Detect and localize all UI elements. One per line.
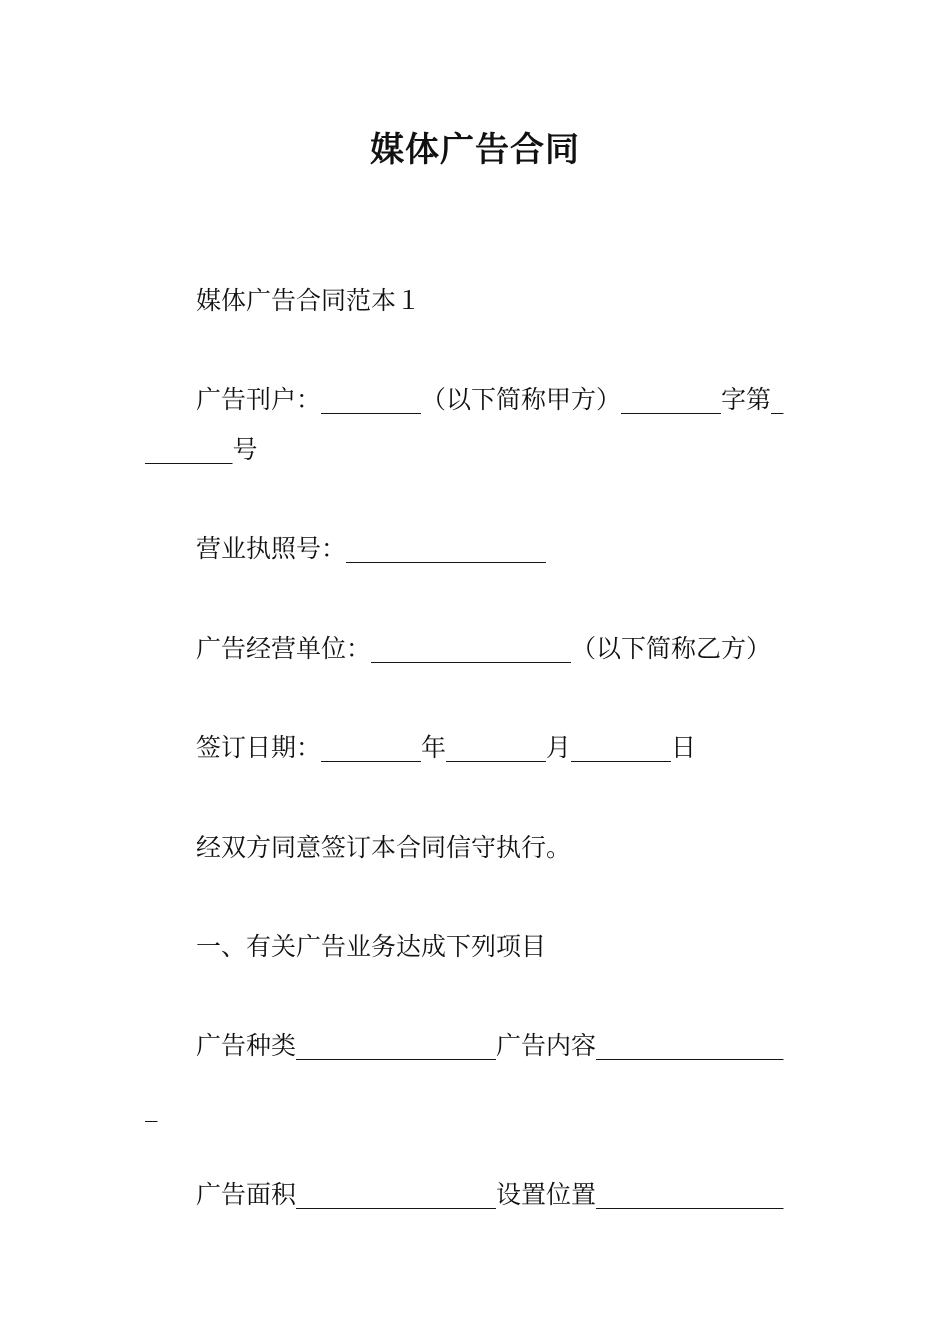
advertiser-line-continuation: _______号 (145, 435, 258, 464)
section-one-heading: 一、有关广告业务达成下列项目 (196, 932, 547, 961)
ad-operator-line: 广告经营单位：________________（以下简称乙方） (196, 634, 772, 663)
ad-area-position-line: 广告面积________________设置位置_______________ (196, 1180, 784, 1209)
advertiser-line: 广告刊户：________（以下简称甲方）________字第_ (196, 385, 784, 414)
ad-type-content-line-continuation: _ (145, 1093, 158, 1122)
license-number-line: 营业执照号：________________ (196, 534, 547, 563)
sample-heading: 媒体广告合同范本１ (196, 286, 422, 315)
document-title: 媒体广告合同 (370, 130, 580, 170)
ad-type-content-line: 广告种类________________广告内容_______________ (196, 1031, 784, 1060)
agreement-statement: 经双方同意签订本合同信守执行。 (196, 833, 572, 862)
signing-date-line: 签订日期：________年________月________日 (196, 733, 697, 762)
